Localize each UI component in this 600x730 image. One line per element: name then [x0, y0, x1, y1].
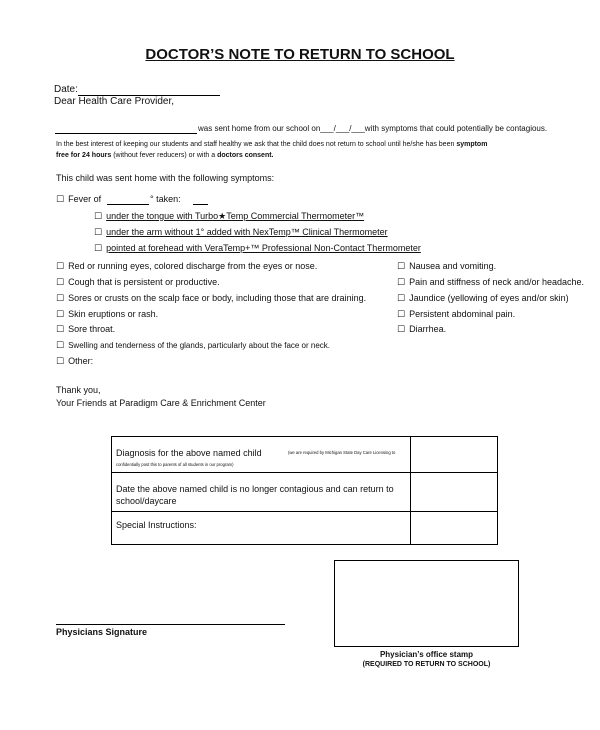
fever-item[interactable]: ☐ Fever of	[56, 194, 102, 205]
child-name-line[interactable]	[55, 133, 197, 134]
fever-temp-line[interactable]	[107, 204, 149, 205]
return-date-field[interactable]	[411, 474, 495, 510]
document-title: DOCTOR’S NOTE TO RETURN TO SCHOOL	[145, 46, 455, 63]
diagnosis-note-2: confidentially post this to parents of all students in our program)	[116, 462, 234, 467]
fever-taken-line[interactable]	[193, 204, 208, 205]
fever-method-tongue[interactable]: ☐ under the tongue with Turbo★Temp Commercial Thermometer™	[94, 211, 365, 222]
date-label: Date:	[54, 84, 78, 95]
return-date-label-2: school/daycare	[116, 496, 177, 506]
office-stamp-box[interactable]	[334, 560, 519, 647]
closing-thanks: Thank you,	[56, 385, 101, 395]
diagnosis-field[interactable]	[411, 440, 495, 471]
salutation: Dear Health Care Provider,	[54, 96, 175, 107]
fever-method-arm[interactable]: ☐ under the arm without 1° added with NexTemp™ Clinical Thermometer	[94, 227, 388, 238]
symptom-skin-rash[interactable]: ☐ Skin eruptions or rash.	[56, 309, 159, 320]
signature-label: Physicians Signature	[56, 627, 148, 637]
signature-line[interactable]	[56, 624, 285, 625]
symptom-neck-pain[interactable]: ☐ Pain and stiffness of neck and/or headache.	[397, 277, 585, 288]
return-date-label-1: Date the above named child is no longer contagious and can return to	[116, 484, 394, 494]
symptom-swelling[interactable]: ☐ Swelling and tenderness of the glands, particularly about the face or neck.	[56, 341, 331, 351]
symptom-abdominal-pain[interactable]: ☐ Persistent abdominal pain.	[397, 309, 516, 320]
table-row-divider-1	[111, 472, 497, 473]
symptom-red-eyes[interactable]: ☐ Red or running eyes, colored discharge from the eyes or nose.	[56, 261, 318, 272]
symptom-diarrhea[interactable]: ☐ Diarrhea.	[397, 324, 447, 335]
closing-from: Your Friends at Paradigm Care & Enrichment Center	[56, 398, 266, 408]
fever-method-forehead[interactable]: ☐ pointed at forehead with VeraTemp+™ Professional Non-Contact Thermometer	[94, 243, 421, 254]
fever-checkbox[interactable]: ☐	[56, 195, 65, 205]
diagnosis-note-1: (we are required by Michigan State Day Care Licensing to	[288, 450, 396, 455]
symptom-cough[interactable]: ☐ Cough that is persistent or productive.	[56, 277, 220, 288]
special-instructions-field[interactable]	[411, 513, 495, 542]
symptoms-intro: This child was sent home with the following symptoms:	[56, 173, 275, 183]
table-row-divider-2	[111, 511, 497, 512]
sent-home-text: was sent home from our school on___/___/___with symptoms that could potentially be contagious.	[198, 124, 548, 133]
special-instructions-label: Special Instructions:	[116, 520, 197, 530]
office-stamp-label: Physician’s office stamp	[379, 650, 474, 659]
policy-line-1: In the best interest of keeping our students and staff healthy we ask that the child does not return to school until he/she has been symptom	[56, 141, 488, 148]
symptom-jaundice[interactable]: ☐ Jaundice (yellowing of eyes and/or skin)	[397, 293, 569, 304]
symptom-other[interactable]: ☐ Other:	[56, 356, 94, 367]
symptom-sore-throat[interactable]: ☐ Sore throat.	[56, 324, 116, 335]
policy-line-2: free for 24 hours (without fever reducers) or with a doctors consent.	[56, 152, 274, 159]
office-stamp-note: (REQUIRED TO RETURN TO SCHOOL)	[362, 661, 491, 668]
diagnosis-label: Diagnosis for the above named child	[116, 448, 262, 458]
fever-suffix: ° taken:	[150, 194, 181, 204]
symptom-nausea[interactable]: ☐ Nausea and vomiting.	[397, 261, 497, 272]
symptom-sores[interactable]: ☐ Sores or crusts on the scalp face or body, including those that are draining.	[56, 293, 367, 304]
